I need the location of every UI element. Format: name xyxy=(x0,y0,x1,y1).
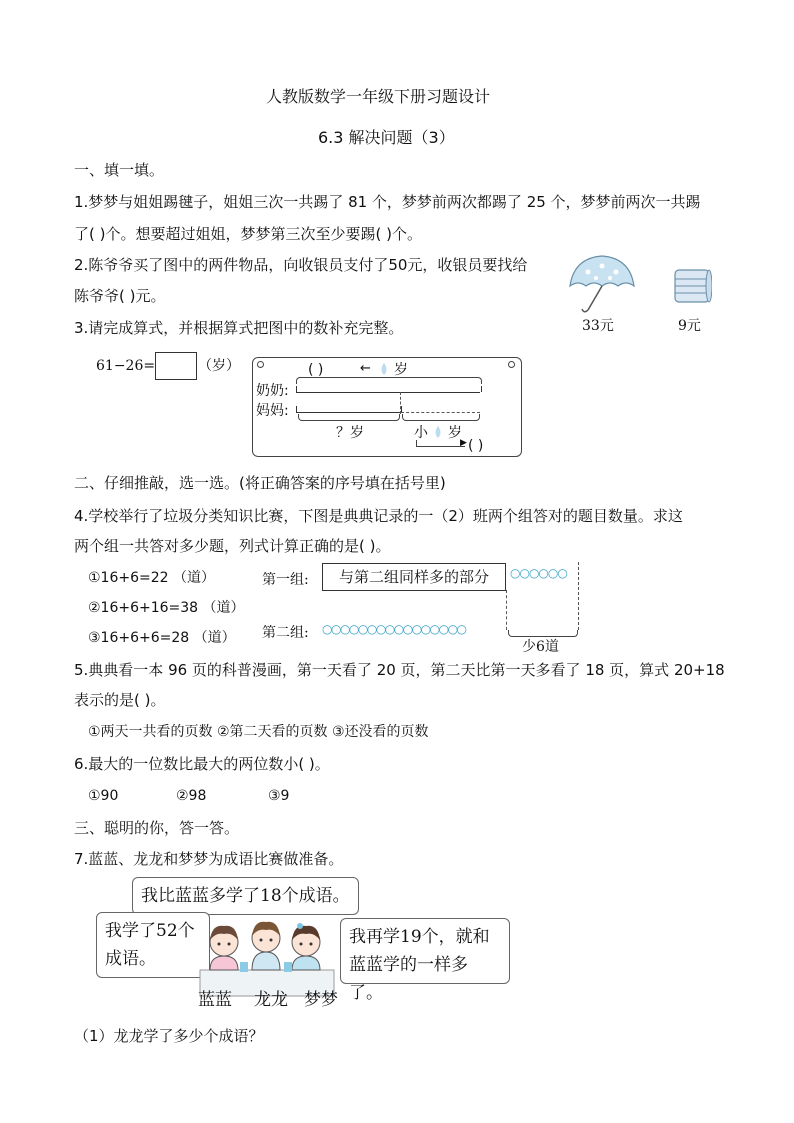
section-heading-2: 二、仔细推敲，选一选。(将正确答案的序号填在括号里) xyxy=(74,474,446,492)
bubble-right-line-1: 我再学19个，就和 xyxy=(349,927,490,947)
towel-icon xyxy=(672,266,712,306)
q5-options: ①两天一共看的页数 ②第二天看的页数 ③还没看的页数 xyxy=(88,724,429,740)
q3-top-brace xyxy=(296,377,482,384)
umbrella-price: 33元 xyxy=(582,318,614,334)
panel-rivet xyxy=(508,361,515,368)
q4-dashed-left xyxy=(506,590,507,630)
question-5-line-1: 5.典典看一本 96 页的科普漫画，第一天看了 20 页，第二天比第一天多看了 18 页，算式 20+18 xyxy=(74,661,725,679)
question-6-line-1: 6.最大的一位数比最大的两位数小( )。 xyxy=(74,755,330,773)
q4-group2-label: 第二组: xyxy=(262,625,309,641)
section-heading-1: 一、填一填。 xyxy=(74,161,165,179)
q3-unit: （岁） xyxy=(198,358,240,374)
speech-bubble-top: 我比蓝蓝多学了18个成语。 xyxy=(132,877,359,915)
q3-top-blank: ( ) xyxy=(308,362,324,378)
q6-option-1: ①90 xyxy=(88,788,119,804)
q4-group1-circles: ○○○○○○ xyxy=(510,566,567,580)
question-7-text: 7.蓝蓝、龙龙和梦梦为成语比赛做准备。 xyxy=(74,850,344,868)
question-2-line-1: 2.陈爷爷买了图中的两件物品，向收银员支付了50元，收银员要找给 xyxy=(74,256,528,274)
q3-bottom-small-unit: 岁 xyxy=(448,425,462,441)
q3-bottom-small: 小 xyxy=(414,425,428,441)
left-brace xyxy=(298,414,400,421)
q4-dashed-right xyxy=(578,562,579,630)
bubble-right-line-2: 蓝蓝学的一样多了。 xyxy=(349,955,468,1003)
question-2-line-2: 陈爷爷( )元。 xyxy=(74,287,166,305)
q6-option-3: ③9 xyxy=(268,788,290,804)
q3-bottom-arrow xyxy=(416,440,465,447)
question-3-text: 3.请完成算式，并根据算式把图中的数补充完整。 xyxy=(74,319,404,337)
speech-bubble-left xyxy=(96,912,210,978)
question-4-line-1: 4.学校举行了垃圾分类知识比赛，下图是典典记录的一（2）班两个组答对的题目数量。求这 xyxy=(74,507,683,525)
bubble-left-line-2: 成语。 xyxy=(105,949,156,969)
page-title: 人教版数学一年级下册习题设计 xyxy=(266,87,491,106)
grandma-bar xyxy=(296,392,480,393)
q4-group1-box: 与第二组同样多的部分 xyxy=(322,563,506,591)
right-brace xyxy=(402,414,480,421)
q4-diff-label: 少6道 xyxy=(522,639,559,655)
mother-bar-ends xyxy=(296,406,402,412)
q3-equation: 61−26= xyxy=(96,358,156,374)
question-1-line-1: 1.梦梦与姐姐踢毽子，姐姐三次一共踢了 81 个，梦梦前两次都踢了 25 个，梦梦前两次一共踢 xyxy=(74,193,701,211)
question-1-line-2: 了( )个。想要超过姐姐，梦梦第三次至少要踢( )个。 xyxy=(74,225,422,243)
arrow-left-icon: ← xyxy=(360,361,371,376)
q4-option-3: ③16+6+6=28 （道） xyxy=(88,630,236,646)
name-longlong: 龙龙 xyxy=(254,990,288,1010)
section-heading-3: 三、聪明的你，答一答。 xyxy=(74,819,240,837)
arrow-right-icon: ▶ xyxy=(460,438,467,448)
q4-group2-circles: ○○○○○○○○○○○○○○○○ xyxy=(322,622,466,636)
q4-option-2: ②16+6+16=38 （道） xyxy=(88,600,245,616)
q3-top-unit: 岁 xyxy=(394,362,408,378)
q3-row2-label: 妈妈: xyxy=(256,403,289,419)
q4-brace xyxy=(508,630,578,637)
mother-bar xyxy=(296,412,400,413)
q4-group1-label: 第一组: xyxy=(262,572,309,588)
panel-rivet xyxy=(257,361,264,368)
question-4-line-2: 两个组一共答对多少题，列式计算正确的是( )。 xyxy=(74,537,391,555)
name-lanlan: 蓝蓝 xyxy=(198,990,232,1010)
q4-option-1: ①16+6=22 （道） xyxy=(88,570,215,586)
umbrella-icon xyxy=(566,252,638,314)
name-mengmeng: 梦梦 xyxy=(304,990,338,1010)
drop-icon xyxy=(432,425,444,439)
q3-bottom-left: ？岁 xyxy=(336,425,364,441)
drop-icon xyxy=(378,362,390,376)
q3-bottom-right-blank: ( ) xyxy=(468,438,484,454)
page-subtitle: 6.3 解决问题（3） xyxy=(318,128,455,147)
towel-price: 9元 xyxy=(678,318,701,334)
speech-bubble-right xyxy=(340,918,510,1003)
q3-row1-label: 奶奶: xyxy=(256,383,289,399)
q6-option-2: ②98 xyxy=(176,788,207,804)
q3-answer-box[interactable] xyxy=(155,352,197,380)
dashed-divider xyxy=(400,392,401,414)
question-5-line-2: 表示的是( )。 xyxy=(74,691,166,709)
difference-bar xyxy=(401,412,480,413)
bubble-left-line-1: 我学了52个 xyxy=(105,921,195,941)
grandma-bar-end xyxy=(296,386,482,392)
question-7-sub-1: （1）龙龙学了多少个成语？ xyxy=(74,1027,264,1045)
